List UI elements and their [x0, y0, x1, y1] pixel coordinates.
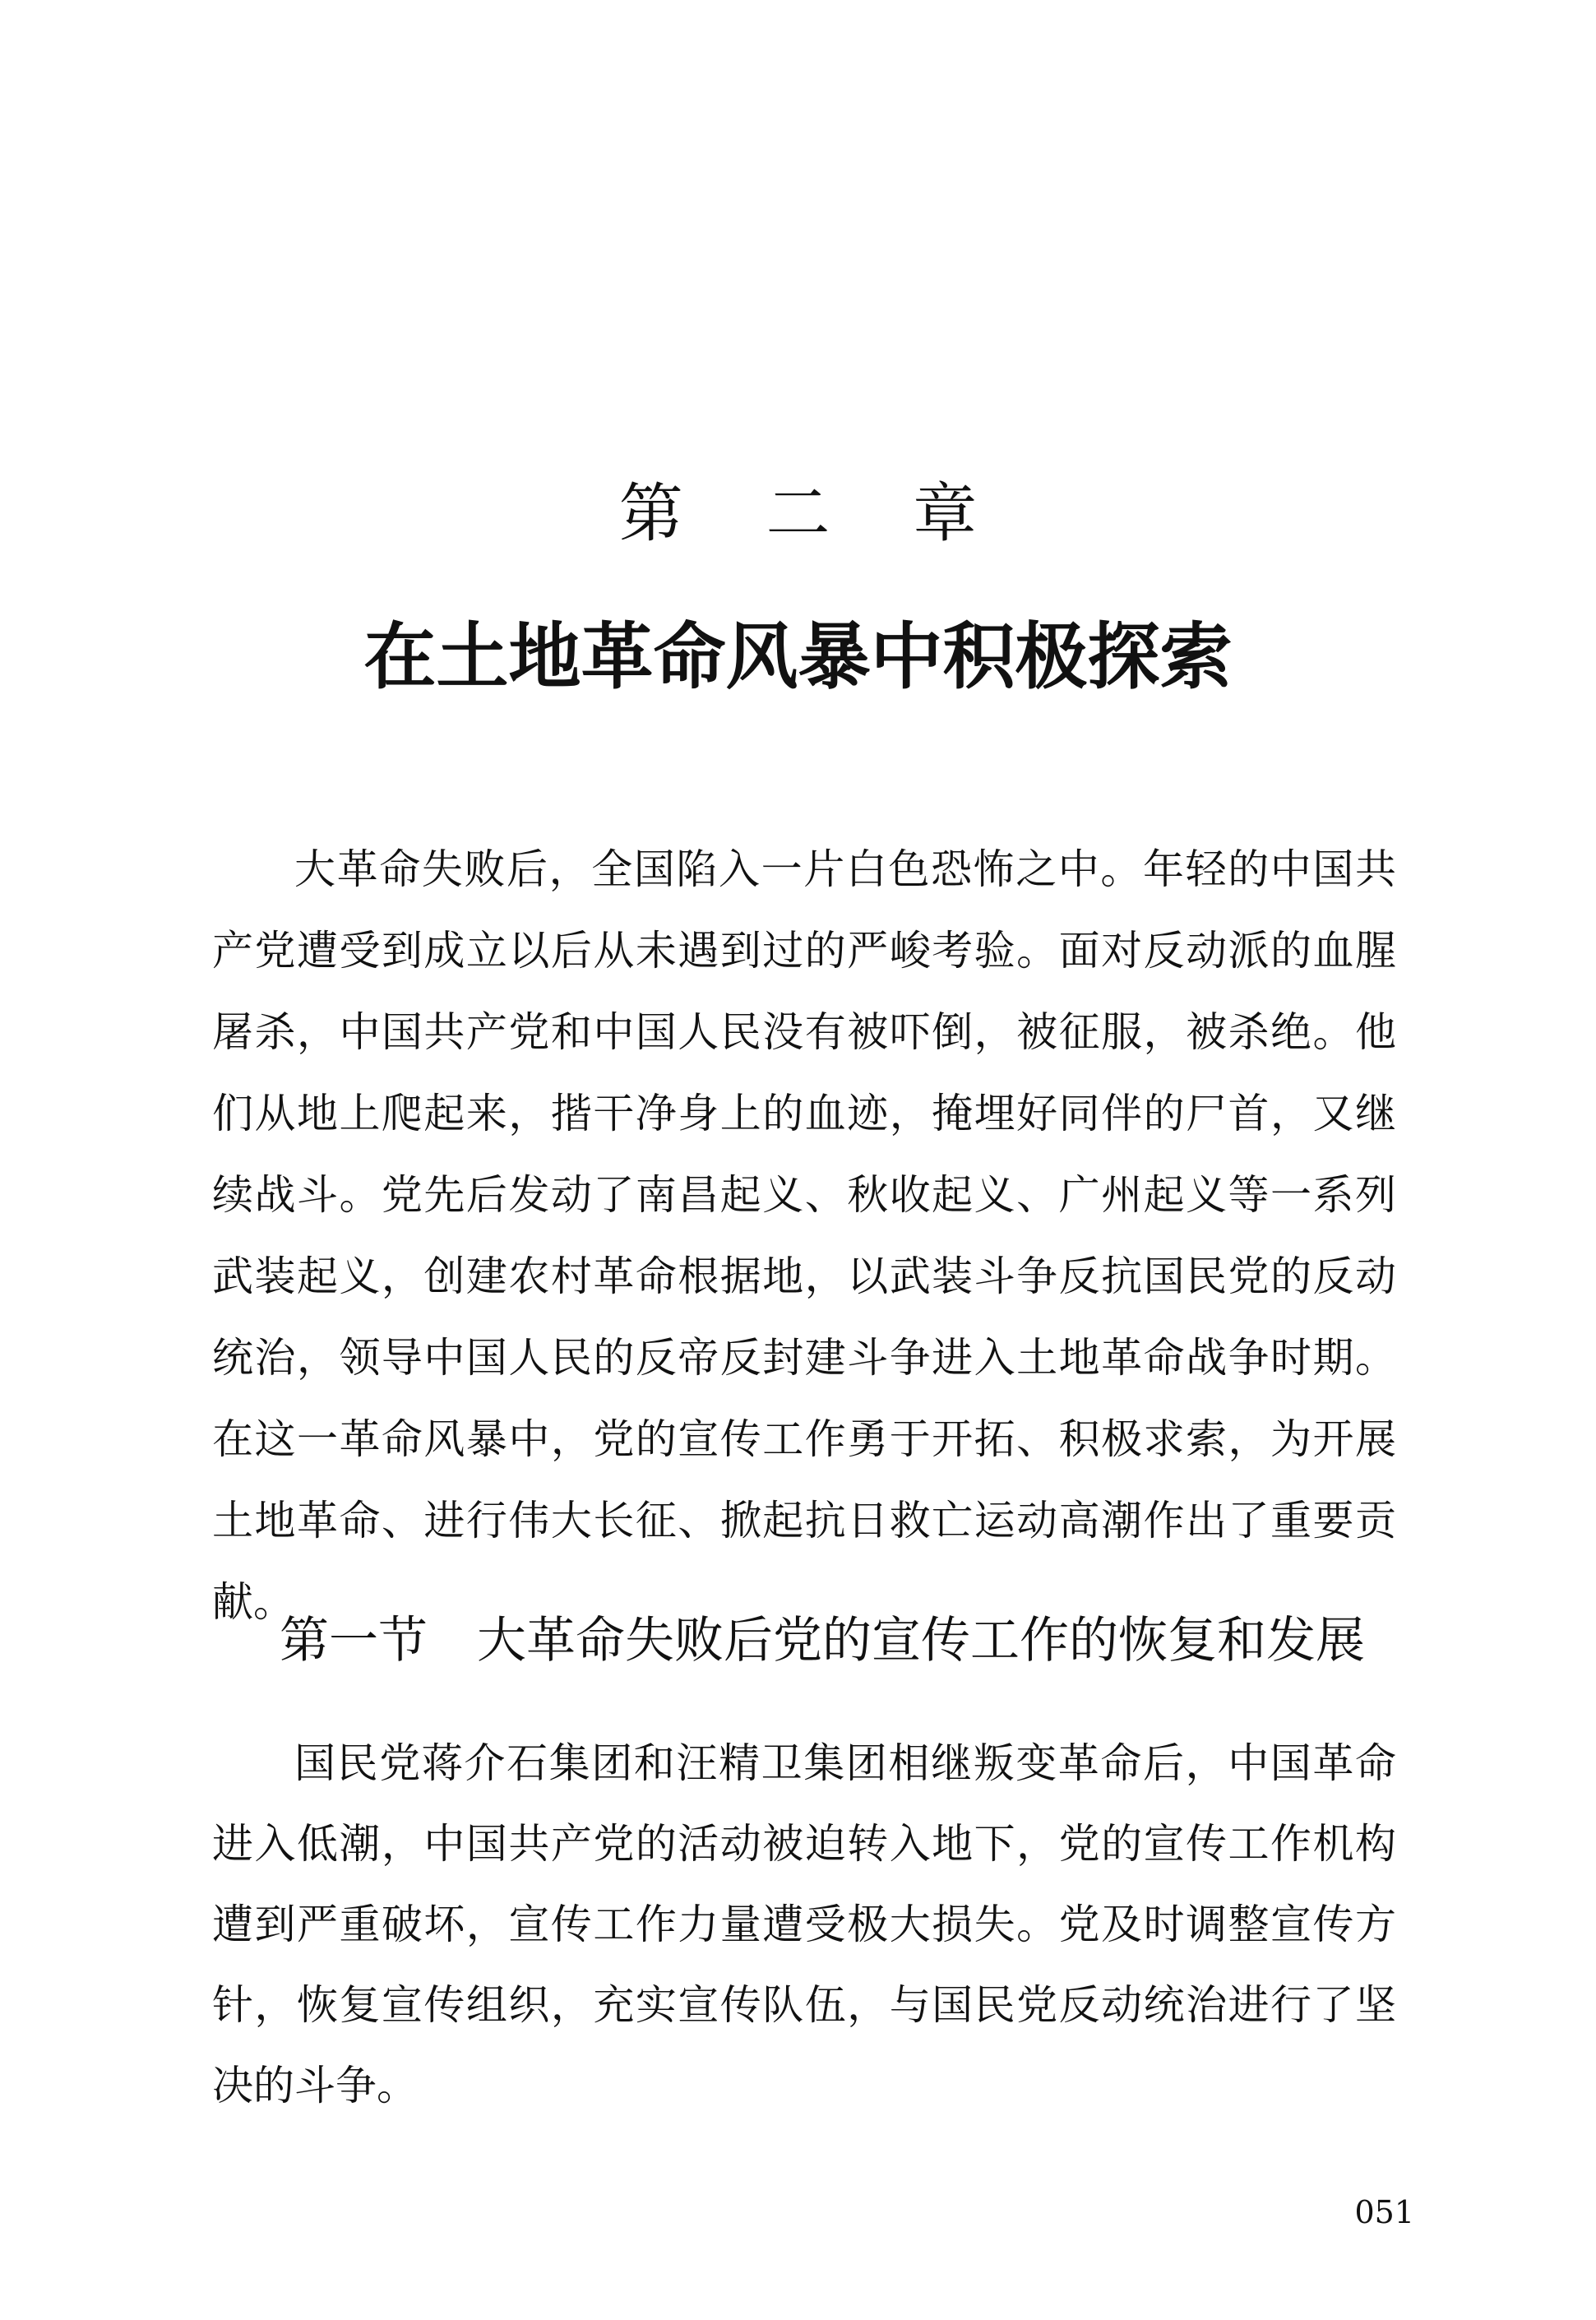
chapter-number: 第 二 章: [618, 477, 1009, 551]
section-label: 第一节: [280, 1612, 428, 1669]
page-number: 051: [1354, 2194, 1414, 2230]
section-title: 大革命失败后党的宣传工作的恢复和发展: [477, 1612, 1365, 1669]
section-paragraph: 国民党蒋介石集团和汪精卫集团相继叛变革命后，中国革命进入低潮，中国共产党的活动被迫转入地下，党的宣传工作机构遭到严重破坏，宣传工作力量遭受极大损失。党及时调整宣传方针，恢复宣传组织，充实宣传队伍，与国民党反动统治进行了坚决的斗争。: [212, 1739, 1396, 2109]
chapter-title: 在土地革命风暴中积极探索: [363, 614, 1233, 699]
section-heading: [280, 1600, 1398, 1682]
intro-paragraph: 大革命失败后，全国陷入一片白色恐怖之中。年轻的中国共产党遭受到成立以后从未遇到过的严峻考验。面对反动派的血腥屠杀，中国共产党和中国人民没有被吓倒，被征服，被杀绝。他们从地上爬起来，揩干净身上的血迹，掩埋好同伴的尸首，又继续战斗。党先后发动了南昌起义、秋收起义、广州起义等一系列武装起义，创建农村革命根据地，以武装斗争反抗国民党的反动统治，领导中国人民的反帝反封建斗争进入土地革命战争时期。在这一革命风暴中，党的宣传工作勇于开拓、积极求索，为开展土地革命、进行伟大长征、掀起抗日救亡运动高潮作出了重要贡献。: [212, 845, 1396, 1626]
